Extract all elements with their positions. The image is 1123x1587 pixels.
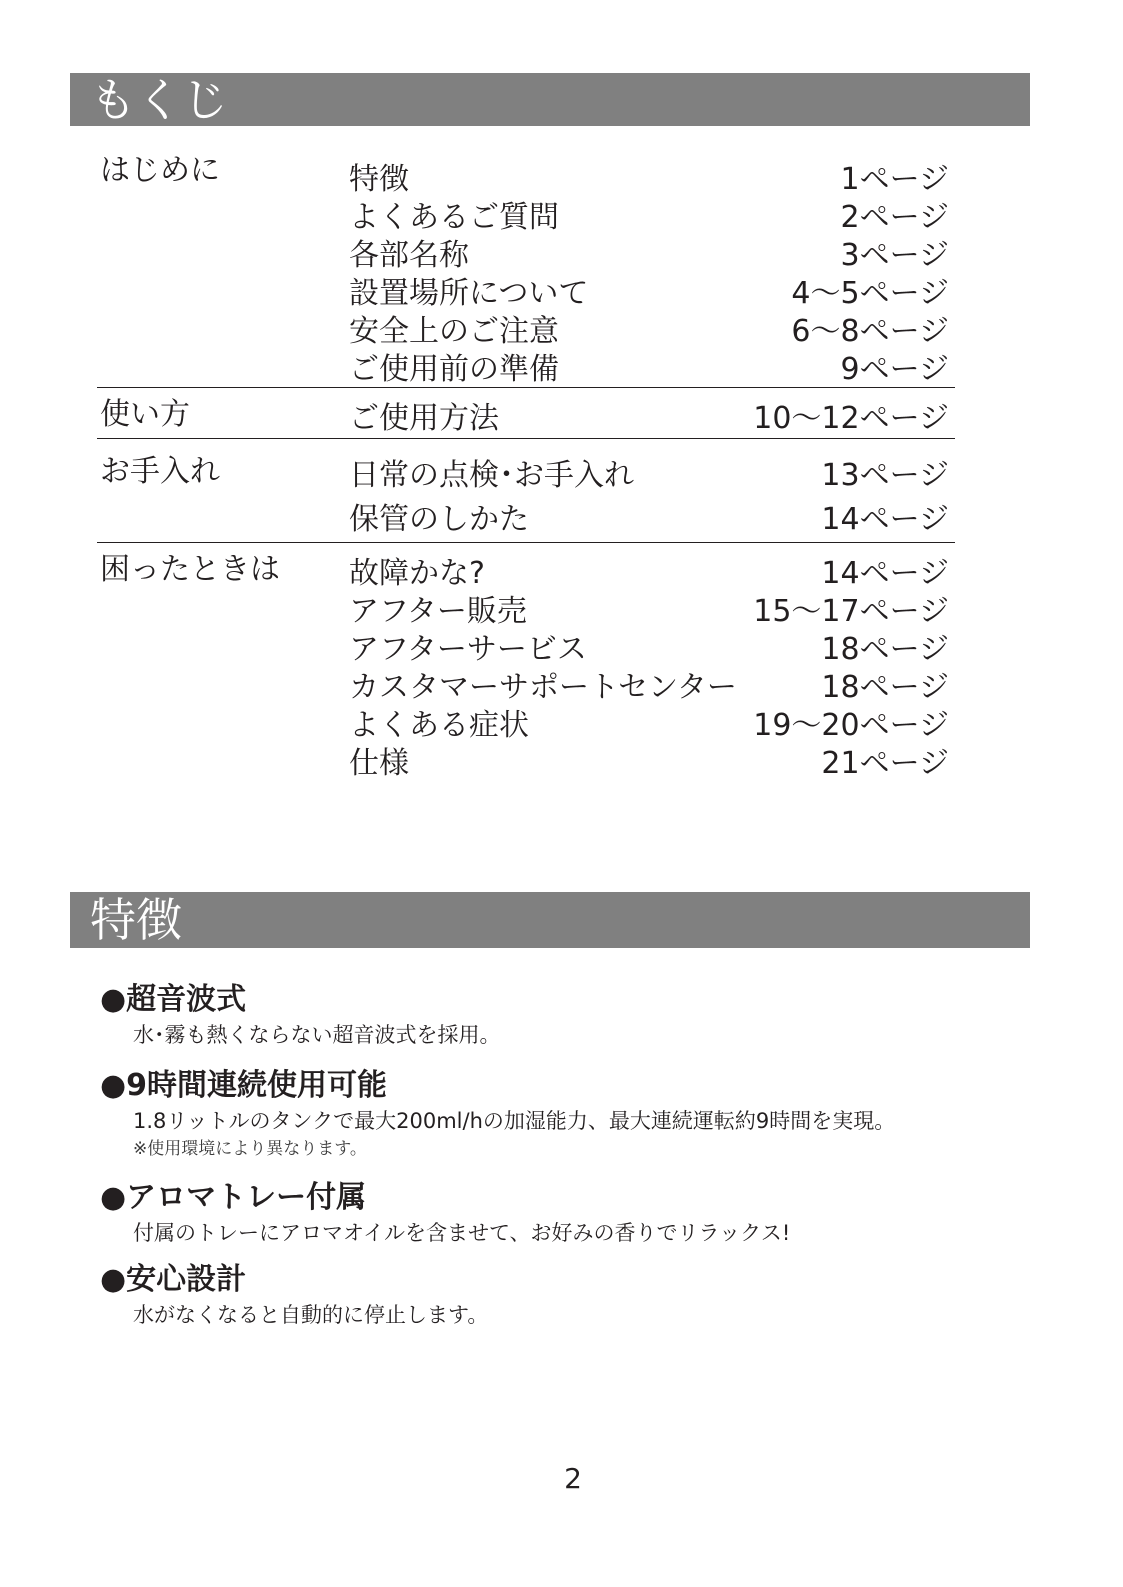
feature-note: ※使用環境により異なります。 <box>133 1139 367 1159</box>
feature-item <box>100 1066 1000 1162</box>
toc-category: はじめに <box>100 153 220 188</box>
toc-item[interactable] <box>349 233 955 271</box>
toc-item-page: 3ページ <box>840 238 949 273</box>
feature-title: ●安心設計 <box>100 1262 247 1297</box>
toc-item[interactable] <box>349 309 955 347</box>
toc-item-title: 故障かな? <box>349 556 485 591</box>
feature-item <box>100 1178 1000 1248</box>
toc-item-page: 1ページ <box>840 162 949 197</box>
feature-item <box>100 980 1000 1050</box>
toc-item[interactable] <box>349 271 955 309</box>
toc-item-page: 14ページ <box>821 502 949 537</box>
toc-item[interactable] <box>349 450 955 494</box>
toc-item-title: アフター販売 <box>349 594 527 629</box>
toc-header <box>70 73 1030 126</box>
toc-item[interactable] <box>349 589 955 627</box>
toc-item-page: 10〜12ページ <box>753 401 949 436</box>
toc-item[interactable] <box>349 551 955 589</box>
toc-item-title: 日常の点検･お手入れ <box>349 458 634 493</box>
feature-description: 水がなくなると自動的に停止します。 <box>133 1303 489 1327</box>
toc-item[interactable] <box>349 347 955 385</box>
toc-item-title: 設置場所について <box>349 276 589 311</box>
toc-group-usage <box>97 388 955 439</box>
toc-item[interactable] <box>349 703 955 741</box>
toc-item-page: 6〜8ページ <box>791 314 949 349</box>
feature-description: 付属のトレーにアロマオイルを含ませて、お好みの香りでリラックス! <box>133 1221 791 1245</box>
toc-item[interactable] <box>349 157 955 195</box>
toc-group-troubleshooting <box>97 543 955 779</box>
toc-item-title: アフターサービス <box>349 632 587 667</box>
table-of-contents <box>97 152 955 779</box>
toc-item-title: よくあるご質問 <box>349 200 559 235</box>
toc-item-page: 21ページ <box>821 746 949 781</box>
toc-item-title: よくある症状 <box>349 708 529 743</box>
toc-item[interactable] <box>349 627 955 665</box>
toc-item-title: 特徴 <box>349 162 409 197</box>
toc-item-title: 各部名称 <box>349 238 469 273</box>
feature-title: ●超音波式 <box>100 982 247 1017</box>
features-header <box>70 892 1030 948</box>
toc-item-page: 18ページ <box>821 670 949 705</box>
toc-item[interactable] <box>349 665 955 703</box>
toc-heading: もくじ <box>90 72 228 127</box>
toc-item-title: 安全上のご注意 <box>349 314 559 349</box>
toc-item-title: ご使用前の準備 <box>349 352 559 387</box>
toc-item-page: 15〜17ページ <box>753 594 949 629</box>
toc-item-title: ご使用方法 <box>349 401 499 436</box>
toc-item[interactable] <box>349 741 955 779</box>
toc-item-page: 13ページ <box>821 458 949 493</box>
toc-item-page: 9ページ <box>840 352 949 387</box>
toc-group-maintenance <box>97 439 955 543</box>
feature-description: 水･霧も熱くならない超音波式を採用。 <box>133 1023 501 1047</box>
toc-item[interactable] <box>349 396 955 434</box>
toc-item-title: 保管のしかた <box>349 502 529 537</box>
toc-category: お手入れ <box>100 454 220 489</box>
toc-item-page: 19〜20ページ <box>753 708 949 743</box>
feature-title: ●アロマトレー付属 <box>100 1180 367 1215</box>
toc-category: 困ったときは <box>100 552 280 587</box>
toc-item-page: 4〜5ページ <box>791 276 949 311</box>
toc-item[interactable] <box>349 494 955 538</box>
toc-item-title: カスタマーサポートセンター <box>349 670 737 705</box>
toc-group-introduction <box>97 152 955 388</box>
page-number: 2 <box>564 1462 582 1495</box>
feature-description: 1.8リットルのタンクで最大200ml/hの加湿能力、最大連続運転約9時間を実現。 <box>133 1109 896 1133</box>
toc-item-page: 2ページ <box>840 200 949 235</box>
features-list <box>100 980 1000 1330</box>
toc-category: 使い方 <box>100 397 190 432</box>
toc-item[interactable] <box>349 195 955 233</box>
toc-item-page: 14ページ <box>821 556 949 591</box>
toc-item-page: 18ページ <box>821 632 949 667</box>
feature-item <box>100 1260 1000 1330</box>
features-heading: 特徴 <box>90 893 182 947</box>
feature-title: ●9時間連続使用可能 <box>100 1068 388 1103</box>
toc-item-title: 仕様 <box>349 746 409 781</box>
